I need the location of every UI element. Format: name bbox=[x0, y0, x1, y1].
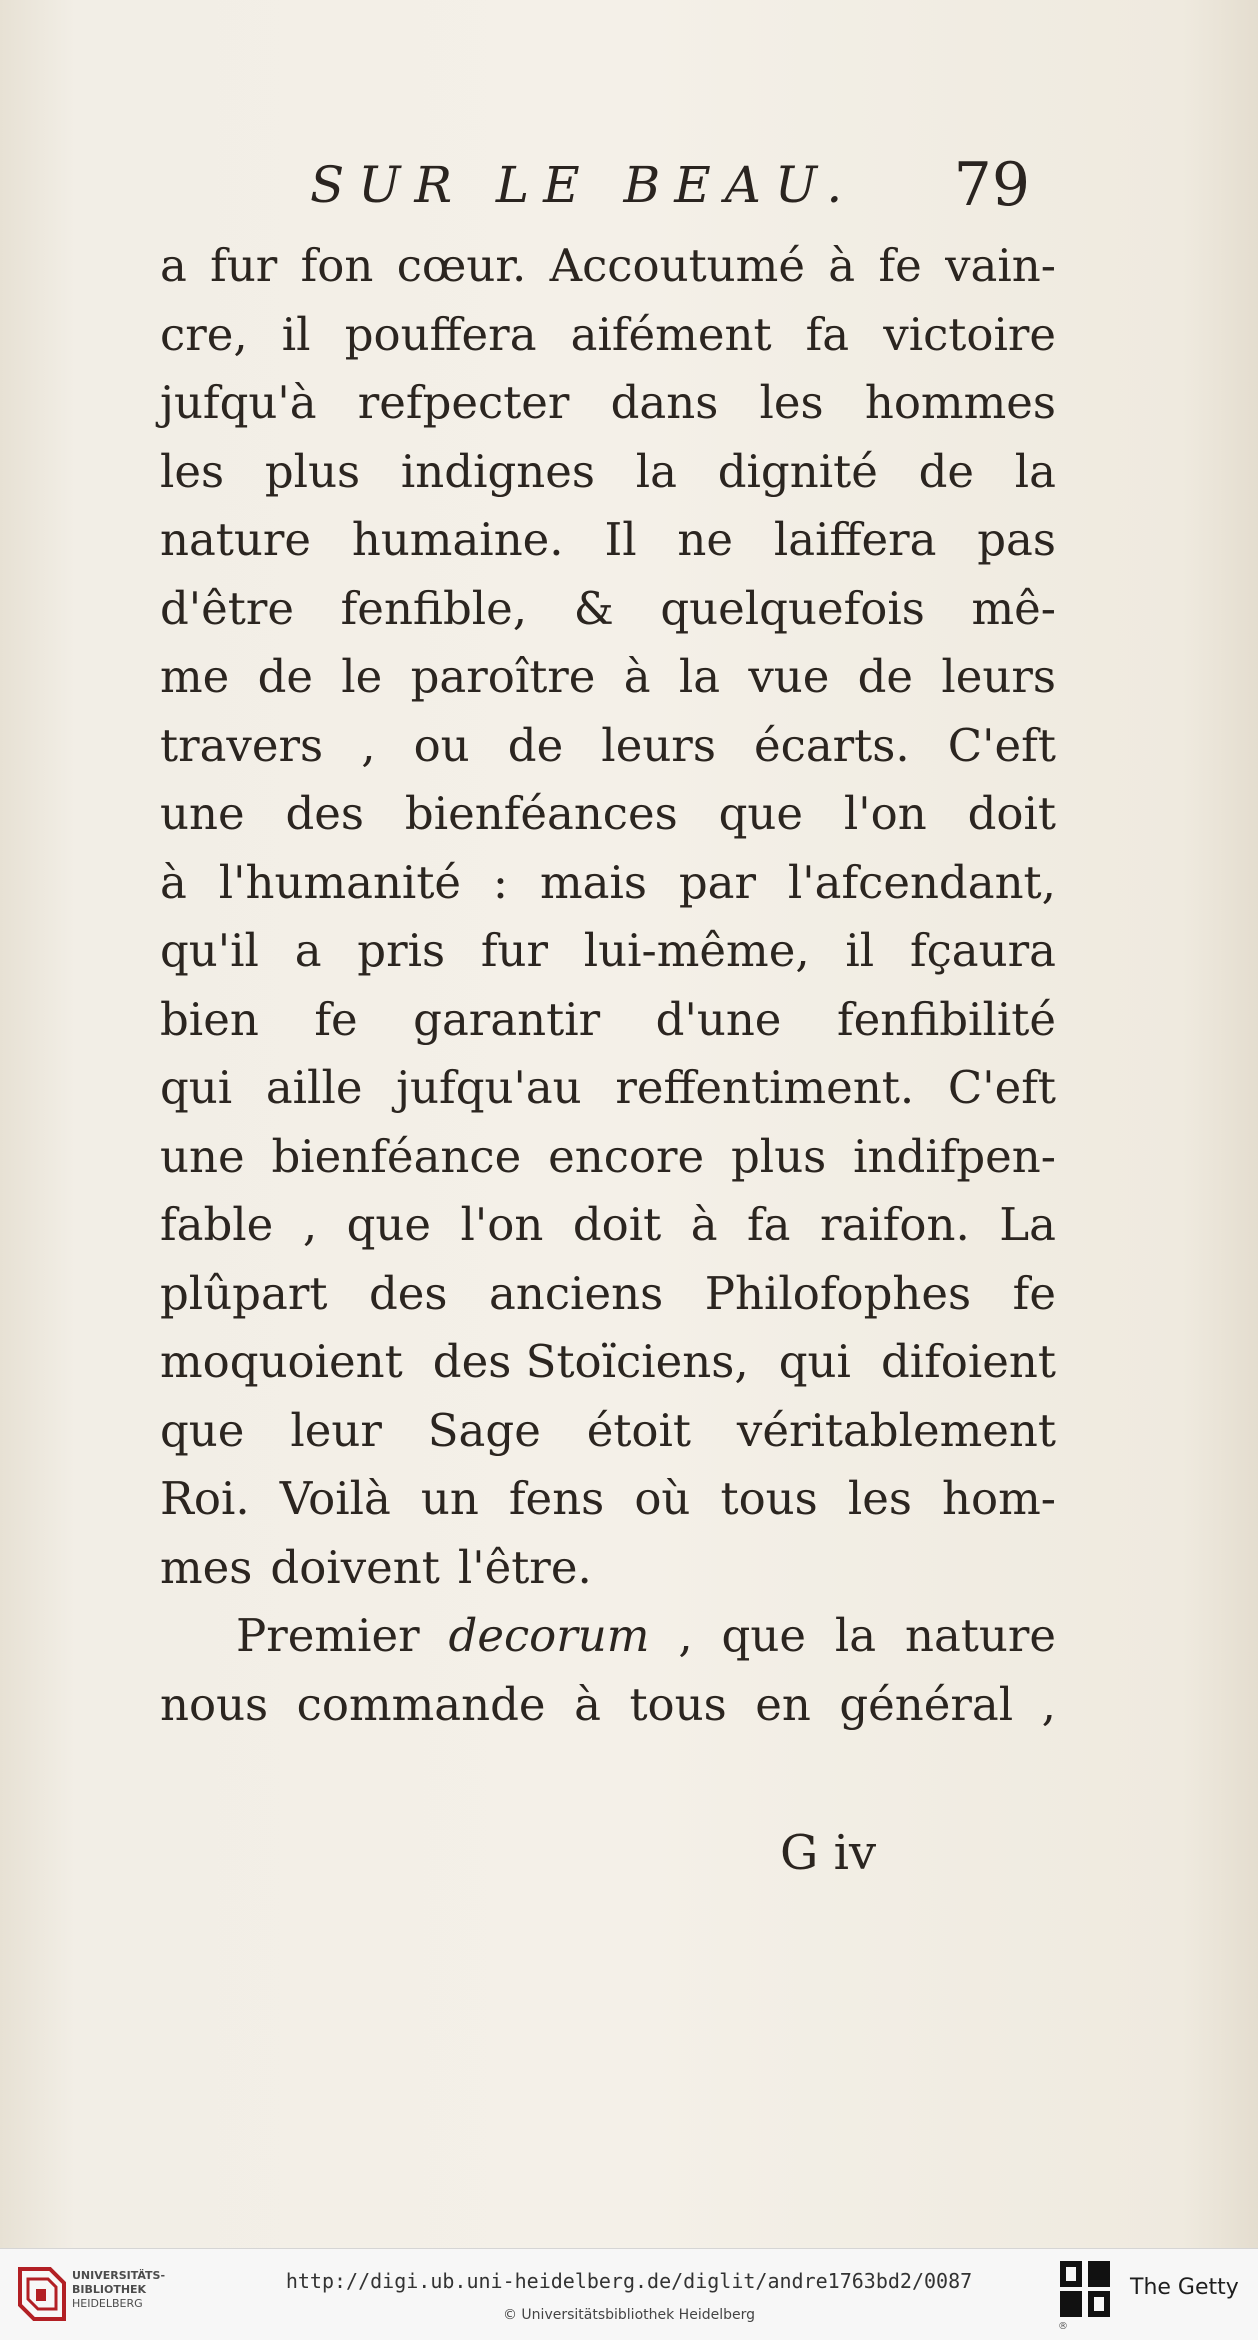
text-line bbox=[160, 712, 1056, 781]
word: encore bbox=[548, 1129, 705, 1183]
word: le bbox=[341, 650, 383, 703]
page-number: 79 bbox=[953, 150, 1030, 220]
word: fur bbox=[210, 239, 278, 292]
word: , bbox=[361, 718, 376, 772]
word: fe bbox=[878, 239, 922, 292]
text-line bbox=[160, 780, 1056, 849]
word: écarts. bbox=[754, 718, 910, 772]
word: indifpen- bbox=[853, 1129, 1056, 1183]
word: bien bbox=[160, 992, 259, 1046]
word: jufqu'à bbox=[160, 376, 317, 429]
word: leur bbox=[290, 1403, 382, 1457]
word: fçaura bbox=[909, 924, 1056, 977]
word: doit bbox=[967, 787, 1056, 840]
word: une bbox=[160, 787, 245, 840]
word: & bbox=[573, 581, 614, 635]
word: à bbox=[160, 855, 187, 909]
word: a bbox=[160, 239, 187, 292]
word: laiffera bbox=[773, 513, 937, 566]
text-line bbox=[160, 1465, 1056, 1534]
running-title: SUR LE BEAU. bbox=[310, 156, 857, 214]
word: mais bbox=[539, 855, 647, 909]
word: nous bbox=[160, 1677, 269, 1731]
word: dignité bbox=[717, 444, 878, 498]
word: me bbox=[160, 650, 230, 703]
word: Accoutumé bbox=[549, 239, 805, 292]
body-text bbox=[160, 232, 1056, 1739]
word: fe bbox=[314, 992, 358, 1046]
word: des Stoïciens, bbox=[432, 1335, 749, 1388]
word: qui bbox=[778, 1335, 851, 1388]
word: de bbox=[857, 650, 914, 703]
word: quelquefois bbox=[660, 581, 925, 635]
word: refpecter bbox=[357, 376, 570, 429]
word: doivent bbox=[270, 1540, 440, 1594]
word: que bbox=[718, 787, 804, 840]
word: tous bbox=[720, 1472, 818, 1525]
word: en bbox=[755, 1677, 811, 1731]
word: vue bbox=[748, 650, 830, 703]
word: a bbox=[294, 924, 322, 977]
word: aille bbox=[265, 1061, 363, 1114]
word: dans bbox=[610, 376, 719, 429]
word: à bbox=[690, 1198, 718, 1251]
word: fa bbox=[747, 1198, 791, 1251]
signature-mark: G iv bbox=[780, 1825, 877, 1881]
text-line bbox=[160, 438, 1056, 507]
word: des bbox=[368, 1266, 448, 1320]
word: , bbox=[302, 1198, 318, 1251]
word: cre, bbox=[160, 307, 248, 361]
word: l'on bbox=[460, 1198, 544, 1251]
word: La bbox=[999, 1198, 1056, 1251]
word: fenfible, bbox=[340, 581, 528, 635]
word: il bbox=[845, 924, 875, 977]
word: l'humanité bbox=[218, 855, 462, 909]
word: hommes bbox=[864, 376, 1056, 429]
word: reffentiment. bbox=[615, 1061, 915, 1114]
word: des bbox=[285, 787, 365, 840]
word: fa bbox=[805, 307, 850, 361]
word: jufqu'au bbox=[396, 1061, 582, 1114]
word: fable bbox=[160, 1198, 274, 1251]
word: paroître bbox=[410, 650, 596, 703]
word: nature bbox=[160, 513, 312, 566]
word: par bbox=[678, 855, 756, 909]
word: : bbox=[492, 855, 509, 909]
word: fenfibilité bbox=[836, 992, 1056, 1046]
word: la bbox=[678, 650, 721, 703]
word: decorum bbox=[448, 1609, 650, 1662]
word: cœur. bbox=[396, 239, 527, 292]
text-line bbox=[160, 369, 1056, 438]
text-line bbox=[160, 1191, 1056, 1260]
running-header bbox=[310, 150, 1030, 220]
word: la bbox=[1014, 444, 1056, 498]
word: la bbox=[635, 444, 677, 498]
word: une bbox=[160, 1129, 245, 1183]
word: C'eft bbox=[947, 1061, 1056, 1114]
word: un bbox=[420, 1472, 479, 1525]
text-line bbox=[160, 232, 1056, 301]
word: doit bbox=[572, 1198, 662, 1251]
getty-logo-icon bbox=[1058, 2259, 1112, 2319]
word: aifément bbox=[570, 307, 772, 361]
word: les bbox=[847, 1472, 912, 1525]
word: à bbox=[828, 239, 856, 292]
word: étoit bbox=[586, 1403, 692, 1457]
library-name-line-1: UNIVERSITÄTS- bbox=[72, 2269, 166, 2282]
word: l'être. bbox=[457, 1540, 592, 1594]
word: leurs bbox=[601, 718, 716, 772]
text-line bbox=[160, 1123, 1056, 1192]
word: pas bbox=[977, 513, 1056, 566]
word: fens bbox=[508, 1472, 605, 1525]
word: plûpart bbox=[160, 1266, 328, 1320]
word: difoient bbox=[880, 1335, 1056, 1388]
word: il bbox=[281, 307, 311, 361]
word: mê- bbox=[971, 581, 1056, 635]
text-line bbox=[160, 917, 1056, 986]
word: la bbox=[834, 1609, 877, 1662]
word: pris bbox=[357, 924, 446, 977]
word: Il bbox=[604, 513, 637, 566]
word: à bbox=[623, 650, 651, 703]
word: de bbox=[257, 650, 314, 703]
word: indignes bbox=[400, 444, 595, 498]
library-name-line-2: BIBLIOTHEK bbox=[72, 2283, 147, 2296]
word: humaine. bbox=[351, 513, 564, 566]
permalink-url[interactable]: http://digi.ub.uni-heidelberg.de/diglit/andre1763bd2/0087 bbox=[285, 2269, 973, 2293]
word: Sage bbox=[427, 1403, 541, 1457]
word: Premier bbox=[236, 1609, 420, 1662]
word: fur bbox=[480, 924, 549, 977]
word: où bbox=[634, 1472, 691, 1525]
word: C'eft bbox=[947, 718, 1056, 772]
word: que bbox=[346, 1198, 432, 1251]
text-line bbox=[160, 849, 1056, 918]
word: à bbox=[574, 1677, 601, 1731]
word: vain- bbox=[945, 239, 1056, 292]
word: pouffera bbox=[344, 307, 537, 361]
word: travers bbox=[160, 718, 324, 772]
text-line bbox=[160, 1397, 1056, 1466]
text-line bbox=[160, 575, 1056, 644]
word: raifon. bbox=[820, 1198, 970, 1251]
word: bienféances bbox=[404, 787, 678, 840]
word: mes bbox=[160, 1540, 253, 1594]
text-line bbox=[160, 1671, 1056, 1740]
word: , bbox=[678, 1609, 693, 1662]
text-line bbox=[160, 1260, 1056, 1329]
word: les bbox=[759, 376, 824, 429]
text-line bbox=[160, 1534, 1056, 1603]
word: garantir bbox=[413, 992, 601, 1046]
word: Philofophes bbox=[704, 1266, 972, 1320]
getty-name: The Getty bbox=[1130, 2275, 1239, 2300]
word: plus bbox=[731, 1129, 827, 1183]
word: Voilà bbox=[279, 1472, 391, 1525]
library-name-line-3: HEIDELBERG bbox=[72, 2297, 143, 2310]
word: tous bbox=[629, 1677, 727, 1731]
word: qu'il bbox=[160, 924, 259, 977]
footer-bar bbox=[0, 2248, 1258, 2340]
word: l'afcendant, bbox=[787, 855, 1056, 909]
word: victoire bbox=[883, 307, 1056, 361]
word: plus bbox=[264, 444, 361, 498]
text-line bbox=[160, 506, 1056, 575]
registered-mark: ® bbox=[1058, 2321, 1068, 2332]
word: , bbox=[1041, 1677, 1056, 1731]
word: anciens bbox=[489, 1266, 664, 1320]
word: lui-même, bbox=[583, 924, 810, 977]
word: fon bbox=[300, 239, 374, 292]
word: véritablement bbox=[736, 1403, 1056, 1457]
text-line bbox=[160, 1602, 1056, 1671]
word: les bbox=[160, 444, 225, 498]
word: d'être bbox=[160, 581, 295, 635]
text-line bbox=[160, 643, 1056, 712]
word: ne bbox=[677, 513, 734, 566]
text-line bbox=[160, 1054, 1056, 1123]
word: que bbox=[160, 1403, 245, 1457]
word: ou bbox=[413, 718, 470, 772]
word: d'une bbox=[655, 992, 782, 1046]
word: que bbox=[721, 1609, 806, 1662]
word: bienféance bbox=[271, 1129, 522, 1183]
word: de bbox=[918, 444, 975, 498]
text-line bbox=[160, 986, 1056, 1055]
word: général bbox=[839, 1677, 1014, 1731]
word: moquoient bbox=[160, 1335, 403, 1388]
word: Roi. bbox=[160, 1472, 250, 1525]
word: leurs bbox=[941, 650, 1056, 703]
word: hom- bbox=[942, 1472, 1056, 1525]
word: qui bbox=[160, 1061, 233, 1114]
word: de bbox=[507, 718, 564, 772]
word: fe bbox=[1012, 1266, 1056, 1320]
word: l'on bbox=[843, 787, 927, 840]
word: commande bbox=[296, 1677, 546, 1731]
text-line bbox=[160, 1328, 1056, 1397]
word: nature bbox=[904, 1609, 1056, 1662]
copyright-notice: © Universitätsbibliothek Heidelberg bbox=[502, 2307, 755, 2323]
text-line bbox=[160, 301, 1056, 370]
